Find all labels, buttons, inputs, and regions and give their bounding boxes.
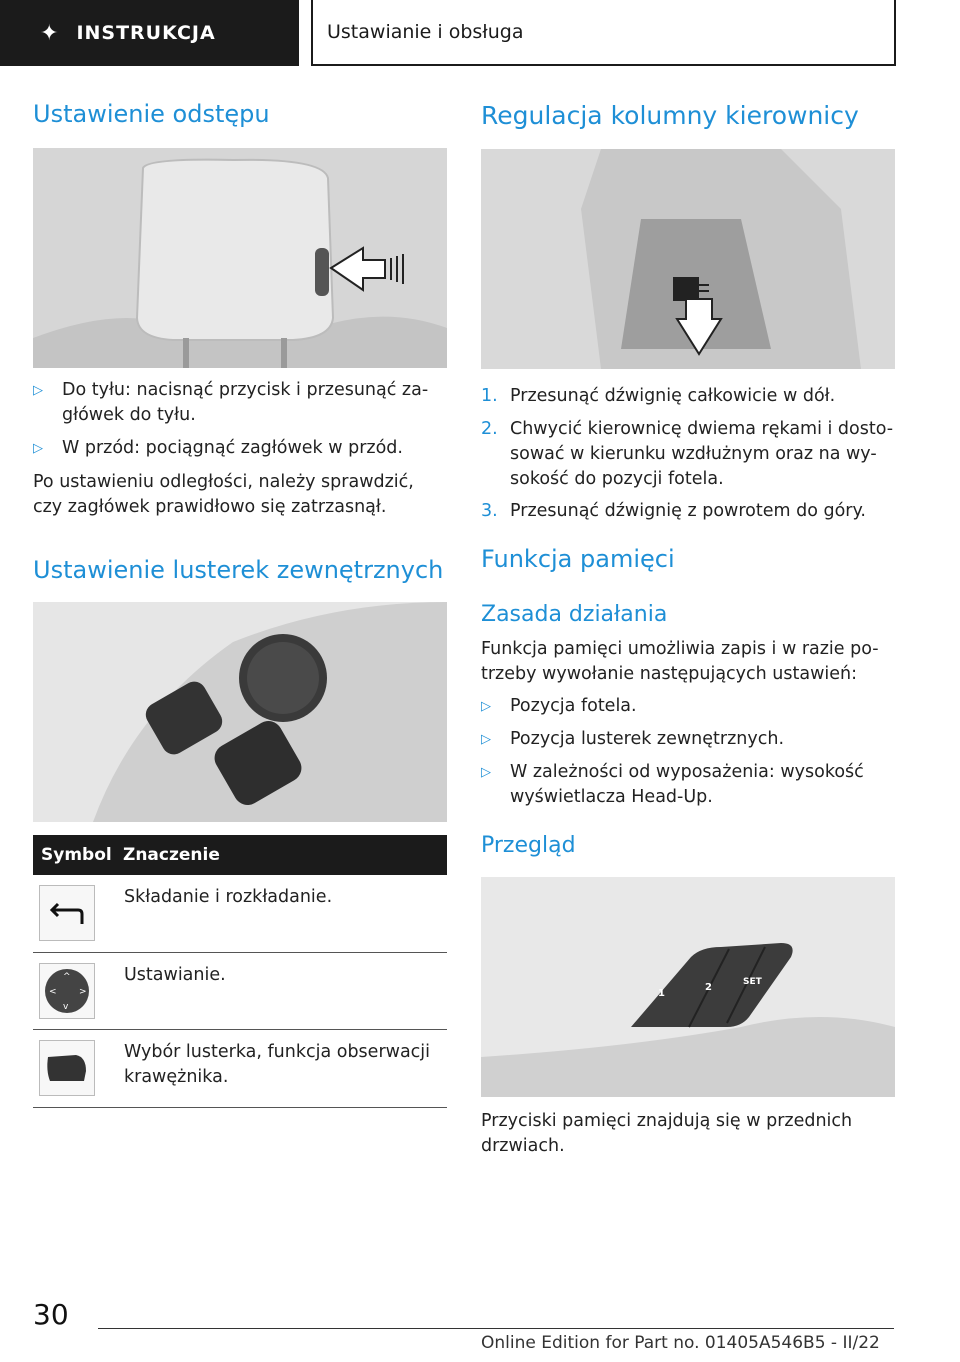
svg-text:>: > [79,987,87,997]
headrest-image [33,148,447,368]
steering-column-image [481,149,895,369]
paragraph: Funkcja pamięci umożliwia zapis i w razie po- trzeby wywołanie następujących ustawień: [481,639,879,684]
table-cell: Składanie i rozkładanie. [124,887,333,907]
bullet-marker-icon: ▷ [481,699,491,714]
heading-overview: Przegląd [481,833,576,858]
sparkle-icon: ✦ [40,20,59,46]
memory-buttons-image [481,877,895,1097]
bullet-marker-icon: ▷ [33,441,43,456]
heading-steering-column: Regulacja kolumny kierownicy [481,101,859,130]
bullet-item: ▷ Pozycja lusterek zewnętrznych. [481,727,895,752]
step-item: 3. Przesunąć dźwignię z powrotem do góry. [481,499,895,524]
fold-mirror-icon [39,885,95,941]
mirror-select-icon [39,1040,95,1096]
table-header [33,835,447,875]
svg-text:v: v [63,1002,69,1012]
footer-edition: Online Edition for Part no. 01405A546B5 - II/22 [481,1333,880,1353]
mirror-controls-image [33,602,447,822]
svg-text:^: ^ [63,972,71,982]
header-section-tab [0,0,299,66]
symbol-table [33,835,447,1108]
header-chapter [311,0,896,66]
step-number: 2. [481,419,498,439]
mirror-adjust-icon [39,963,95,1019]
heading-headrest-distance: Ustawienie odstępu [33,100,270,128]
bullet-item: ▷ Do tyłu: nacisnąć przycisk i przesunąć za- główek do tyłu. [33,380,429,425]
step-item: 1. Przesunąć dźwignię całkowicie w dół. [481,384,895,409]
heading-memory-function: Funkcja pamięci [481,545,675,573]
heading-exterior-mirrors: Ustawienie lusterek zewnętrznych [33,556,444,584]
memory-button-set-label: SET [743,977,762,987]
table-cell: Wybór lusterka, funkcja obserwacji krawężnika. [124,1042,431,1087]
bullet-item: ▷ W zależności od wyposażenia: wysokość wyświetlacza Head-Up. [481,762,864,807]
header-section: INSTRUKCJA [76,22,216,44]
memory-button-2-label: 2 [705,982,712,993]
bullet-item: ▷ W przód: pociągnąć zagłówek w przód. [33,436,447,461]
table-row [33,1030,447,1108]
table-row [33,875,447,953]
column-header-symbol: Symbol [41,845,112,865]
svg-text:<: < [49,987,57,997]
table-cell: Ustawianie. [124,965,226,985]
step-item: 2. Chwycić kierownicę dwiema rękami i dosto- sować w kierunku wzdłużnym oraz na wy- sokość do pozycji fotela. [481,419,894,489]
paragraph: Po ustawieniu odległości, należy sprawdzić, czy zagłówek prawidłowo się zatrzasnął. [33,472,414,517]
header-chapter-title: Ustawianie i obsługa [327,21,524,43]
bullet-marker-icon: ▷ [33,383,43,398]
step-number: 1. [481,386,498,406]
bullet-item: ▷ Pozycja fotela. [481,694,895,719]
page-number: 30 [33,1298,69,1331]
bullet-marker-icon: ▷ [481,732,491,747]
bullet-marker-icon: ▷ [481,765,491,780]
column-header-meaning: Znaczenie [123,845,220,865]
table-row [33,953,447,1030]
paragraph: Przyciski pamięci znajdują się w przednich drzwiach. [481,1111,853,1156]
footer-divider [98,1328,894,1329]
step-number: 3. [481,501,498,521]
memory-button-1-label: 1 [658,988,665,999]
heading-operating-principle: Zasada działania [481,602,668,627]
